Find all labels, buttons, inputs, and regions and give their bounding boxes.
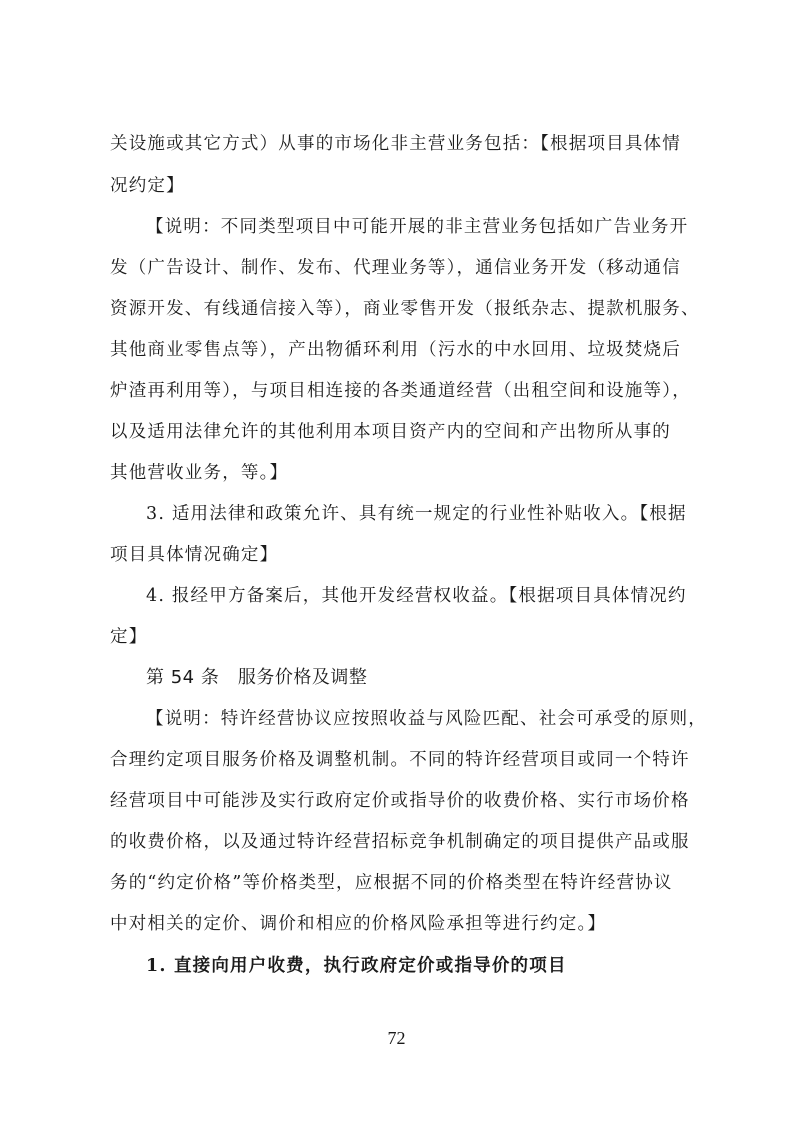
note-paragraph-line: 合理约定项目服务价格及调整机制。不同的特许经营项目或同一个特许 bbox=[110, 750, 690, 770]
note-paragraph-line: 【说明：不同类型项目中可能开展的非主营业务包括如广告业务开 bbox=[146, 217, 689, 237]
list-item-3-line: 3. 适用法律和政策允许、具有统一规定的行业性补贴收入。【根据 bbox=[146, 504, 687, 524]
note-paragraph-line: 经营项目中可能涉及实行政府定价或指导价的收费价格、实行市场价格 bbox=[110, 791, 690, 811]
note-paragraph-line: 务的“约定价格”等价格类型，应根据不同的价格类型在特许经营协议 bbox=[110, 873, 673, 893]
body-text-line: 关设施或其它方式）从事的市场化非主营业务包括：【根据项目具体情 bbox=[110, 134, 681, 154]
list-item-3-line: 项目具体情况确定】 bbox=[110, 545, 279, 565]
note-paragraph-line: 的收费价格，以及通过特许经营招标竞争机制确定的项目提供产品或服 bbox=[110, 832, 690, 852]
note-paragraph-line: 炉渣再利用等），与项目相连接的各类通道经营（出租空间和设施等）， bbox=[110, 381, 691, 401]
note-paragraph-line: 中对相关的定价、调价和相应的价格风险承担等进行约定。】 bbox=[110, 914, 607, 934]
section-heading: 1. 直接向用户收费，执行政府定价或指导价的项目 bbox=[146, 956, 567, 976]
page-number: 72 bbox=[387, 1028, 406, 1048]
note-paragraph-line: 【说明：特许经营协议应按照收益与风险匹配、社会可承受的原则， bbox=[146, 709, 707, 729]
body-text-line: 况约定】 bbox=[110, 176, 185, 196]
article-heading: 第 54 条 服务价格及调整 bbox=[146, 667, 368, 688]
list-item-4-line: 4. 报经甲方备案后，其他开发经营权收益。【根据项目具体情况约 bbox=[146, 586, 687, 606]
note-paragraph-line: 其他营收业务，等。】 bbox=[110, 463, 289, 483]
note-paragraph-line: 资源开发、有线通信接入等），商业零售开发（报纸杂志、提款机服务、 bbox=[110, 299, 700, 319]
note-paragraph-line: 发（广告设计、制作、发布、代理业务等），通信业务开发（移动通信 bbox=[110, 258, 681, 278]
list-item-4-line: 定】 bbox=[110, 627, 148, 647]
note-paragraph-line: 以及适用法律允许的其他利用本项目资产内的空间和产出物所从事的 bbox=[110, 422, 671, 442]
note-paragraph-line: 其他商业零售点等），产出物循环利用（污水的中水回用、垃圾焚烧后 bbox=[110, 340, 681, 360]
